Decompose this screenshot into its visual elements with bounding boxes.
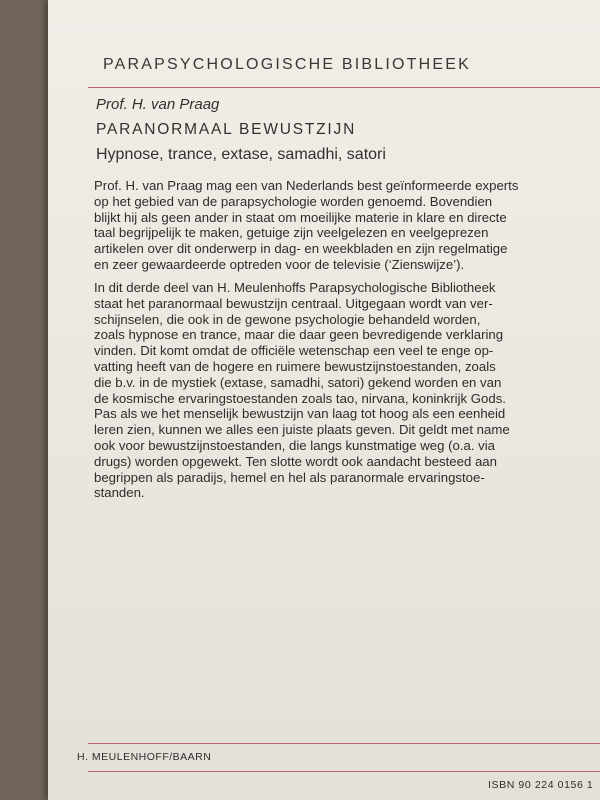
text-line: Prof. H. van Praag mag een van Nederlands best geïnformeerde experts xyxy=(94,178,519,193)
text-line: op het gebied van de parapsychologie worden genoemd. Bovendien xyxy=(94,193,493,209)
text-line: taal begrijpelijk te maken, getuige zijn veelgelezen en veelgeprezen xyxy=(94,225,489,241)
text-line: vatting heeft van de hogere en ruimere bewustzijnstoestanden, zoals xyxy=(94,358,496,374)
isbn-number: ISBN 90 224 0156 1 xyxy=(488,779,594,791)
series-title: PARAPSYCHOLOGISCHE BIBLIOTHEEK xyxy=(103,56,472,73)
text-line: artikelen over dit onderwerp in dag- en weekbladen en zijn regelmatige xyxy=(94,241,508,257)
text-line: schijnselen, die ook in de gewone psychologie behandeld worden, xyxy=(94,311,481,327)
blurb-paragraph-1 xyxy=(94,178,518,273)
text-line: vinden. Dit komt omdat de officiële wetenschap een veel te enge op- xyxy=(94,343,494,359)
bottom-divider-line xyxy=(88,771,600,772)
text-line: begrippen als paradijs, hemel en hel als paranormale ervaringstoe- xyxy=(94,469,485,485)
book-subtitle: Hypnose, trance, extase, samadhi, satori xyxy=(96,146,386,163)
top-divider-line xyxy=(88,87,600,88)
text-line: Pas als we het menselijk bewustzijn van laag tot hoog als een eenheid xyxy=(94,406,506,422)
blurb-paragraph-2 xyxy=(94,280,510,501)
text-line: drugs) worden opgewekt. Ten slotte wordt ook aandacht besteed aan xyxy=(94,453,497,469)
text-line: zoals hypnose en trance, maar die daar geen bevredigende verklaring xyxy=(94,327,504,343)
text-line: staat het paranormaal bewustzijn centraal. Uitgegaan wordt van ver- xyxy=(94,295,493,311)
text-line: blijkt hij als geen ander in staat om moeilijke materie in klare en directe xyxy=(94,209,507,225)
text-line: de kosmische ervaringstoestanden zoals tao, nirvana, koninkrijk Gods. xyxy=(94,390,506,406)
publisher-imprint: H. MEULENHOFF/BAARN xyxy=(77,751,212,763)
bottom-divider-line xyxy=(88,743,600,744)
text-line: standen. xyxy=(94,485,145,501)
book-title: PARANORMAAL BEWUSTZIJN xyxy=(96,121,357,138)
text-line: die b.v. in de mystiek (extase, samadhi, satori) gekend worden en van xyxy=(94,374,502,390)
text-line: leren zien, kunnen we alles een juiste plaats geven. Dit geldt met name xyxy=(94,422,510,438)
text-line: en zeer gewaardeerde optreden voor de televisie (‘Zienswijze’). xyxy=(94,256,465,272)
text-line: ook voor bewustzijnstoestanden, die langs kunstmatige weg (o.a. via xyxy=(94,437,495,453)
author-name: Prof. H. van Praag xyxy=(96,96,220,113)
book-back-cover xyxy=(48,0,600,800)
text-line: In dit derde deel van H. Meulenhoffs Parapsychologische Bibliotheek xyxy=(94,280,496,295)
